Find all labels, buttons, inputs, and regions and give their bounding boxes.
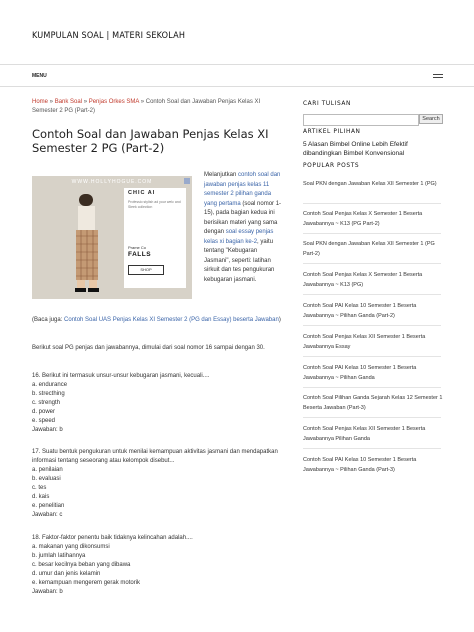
popular-post[interactable]: Soal PKN dengan Jawaban Kelas XII Semester 1 (PG) — [303, 181, 437, 187]
nav-divider — [0, 86, 474, 87]
hamburger-icon[interactable] — [433, 74, 443, 80]
option: a. makanan yang dikonsumsi — [32, 544, 110, 550]
popular-post[interactable]: Contoh Soal PAI Kelas 10 Semester 1 Beserta Jawabannya ~ Pilihan Ganda (Part-3) — [303, 457, 417, 473]
option: b. evaluasi — [32, 476, 61, 482]
ad-description: Professio stylish ad your welc and Sleek collection — [128, 200, 181, 209]
ad-headline: CHIC AI — [128, 190, 156, 196]
divider — [303, 263, 441, 264]
breadcrumb-home[interactable]: Home — [32, 99, 49, 105]
intro-link-essay[interactable]: soal essay penjas kelas xi bagian ke-2 — [204, 229, 274, 245]
breadcrumb-current: Contoh Soal dan Jawaban Penjas Kelas XI Semester 2 PG (Part-2) — [32, 99, 261, 114]
baca-juga-link[interactable]: Contoh Soal UAS Penjas Kelas XI Semester 2 (PG dan Essay) beserta Jawaban — [64, 317, 279, 323]
option: e. kemampuan mengerem gerak motorik — [32, 580, 141, 586]
artikel-heading: ARTIKEL PILIHAN — [303, 127, 361, 135]
menu-label[interactable]: MENU — [32, 73, 47, 79]
popular-post[interactable]: Contoh Soal Pilihan Ganda Sejarah Kelas 12 Semester 1 Beserta Jawaban (Part-3) — [303, 395, 443, 411]
option: c. strength — [32, 400, 61, 406]
site-title[interactable]: KUMPULAN SOAL | MATERI SEKOLAH — [32, 31, 186, 41]
baca-juga-prefix: (Baca juga: — [32, 317, 65, 323]
header-divider — [0, 64, 474, 65]
intro-text: , yaitu tentang "Kebugaran Jasmani", seperti: latihan sirkuit dan tes pengukuran kebugaran jasmani. — [204, 238, 275, 283]
popular-post[interactable]: Contoh Soal PAI Kelas 10 Semester 1 Beserta Jawabannya ~ Pilihan Ganda — [303, 365, 417, 381]
artikel-pilihan-link[interactable]: 5 Alasan Bimbel Online Lebih Efektif dibandingkan Bimbel Konvensional — [303, 141, 408, 157]
answer: Jawaban: b — [32, 589, 63, 595]
breadcrumb-penjas[interactable]: Penjas Orkes SMA — [88, 99, 140, 105]
answer: Jawaban: b — [32, 427, 63, 433]
post-title: Contoh Soal dan Jawaban Penjas Kelas XI Semester 2 PG (Part-2) — [32, 127, 269, 155]
breadcrumb-bank-soal[interactable]: Bank Soal — [54, 99, 83, 105]
adchoices-icon[interactable] — [184, 178, 190, 184]
option: d. kais — [32, 494, 50, 500]
breadcrumb-sep: » — [48, 99, 55, 105]
divider — [303, 448, 441, 449]
lead-paragraph: Berikut soal PG penjas dan jawabannya, dimulai dari soal nomor 16 sampai dengan 30. — [32, 345, 265, 351]
option: b. jumlah latihannya — [32, 553, 86, 559]
ad-product: Prame Co — [128, 245, 147, 250]
divider — [303, 203, 441, 204]
breadcrumb — [32, 98, 282, 116]
divider — [303, 325, 441, 326]
option: d. umur dan jenis kelamin — [32, 571, 101, 577]
divider — [303, 417, 441, 418]
option: a. endurance — [32, 382, 68, 388]
option: c. tes — [32, 485, 47, 491]
search-input[interactable] — [303, 114, 419, 126]
intro-link-pg[interactable]: contoh soal dan jawaban penjas kelas 11 semester 2 pilihan ganda yang pertama — [204, 172, 281, 207]
option: b. strecthing — [32, 391, 65, 397]
search-heading: CARI TULISAN — [303, 99, 351, 107]
divider — [303, 294, 441, 295]
baca-juga — [32, 316, 282, 325]
popular-post[interactable]: Contoh Soal Penjas Kelas XII Semester 1 Beserta Jawabannya Essay — [303, 334, 426, 350]
breadcrumb-sep: » — [82, 99, 89, 105]
ad-banner[interactable] — [32, 176, 192, 299]
option: e. speed — [32, 418, 56, 424]
popular-post[interactable]: Contoh Soal Penjas Kelas XII Semester 1 Beserta Jawabannya Pilihan Ganda — [303, 426, 426, 442]
breadcrumb-sep: » — [139, 99, 146, 105]
question-17 — [32, 448, 282, 520]
popular-post[interactable]: Soal PKN dengan Jawaban Kelas XII Semester 1 (PG Part-2) — [303, 241, 435, 257]
divider — [303, 387, 441, 388]
answer: Jawaban: c — [32, 512, 63, 518]
intro-paragraph — [204, 171, 282, 285]
ad-shop-button[interactable]: SHOP — [128, 265, 164, 275]
question-text: 18. Faktor-faktor penentu baik tidaknya kelincahan adalah.... — [32, 535, 193, 541]
divider — [303, 233, 441, 234]
question-18 — [32, 534, 282, 597]
search-button[interactable]: Search — [419, 114, 443, 124]
option: e. penelitian — [32, 503, 65, 509]
model-figure-image — [67, 190, 107, 294]
question-text: 17. Suatu bentuk pengukuran untuk menilai kemampuan aktivitas jasmani dan mendapatkan informasi tentang seseorang atau kelompok disebut... — [32, 449, 278, 464]
option: a. penilaian — [32, 467, 63, 473]
question-16 — [32, 372, 282, 435]
option: c. besar kecilnya beban yang dibawa — [32, 562, 131, 568]
divider — [303, 356, 441, 357]
popular-post[interactable]: Contoh Soal Penjas Kelas X Semester 1 Beserta Jawabannya ~ K13 (PG) — [303, 272, 423, 288]
option: d. power — [32, 409, 56, 415]
baca-juga-suffix: ) — [278, 317, 281, 323]
popular-post[interactable]: Contoh Soal Penjas Kelas X Semester 1 Beserta Jawabannya ~ K13 (PG Part-2) — [303, 211, 423, 227]
ad-site: WWW.HOLLYHOGUE.COM — [71, 179, 153, 185]
popular-post[interactable]: Contoh Soal PAI Kelas 10 Semester 1 Beserta Jawabannya ~ Pilihan Ganda (Part-2) — [303, 303, 417, 319]
ad-product-name: FALLS — [128, 251, 152, 258]
intro-text: (soal nomor 1-15), pada bagian kedua ini berisikan materi yang sama dengan — [204, 200, 282, 235]
intro-text: Melanjutkan — [204, 172, 239, 178]
question-text: 16. Berikut ini termasuk unsur-unsur kebugaran jasmani, kecuali.... — [32, 373, 210, 379]
popular-heading: POPULAR POSTS — [303, 161, 360, 169]
